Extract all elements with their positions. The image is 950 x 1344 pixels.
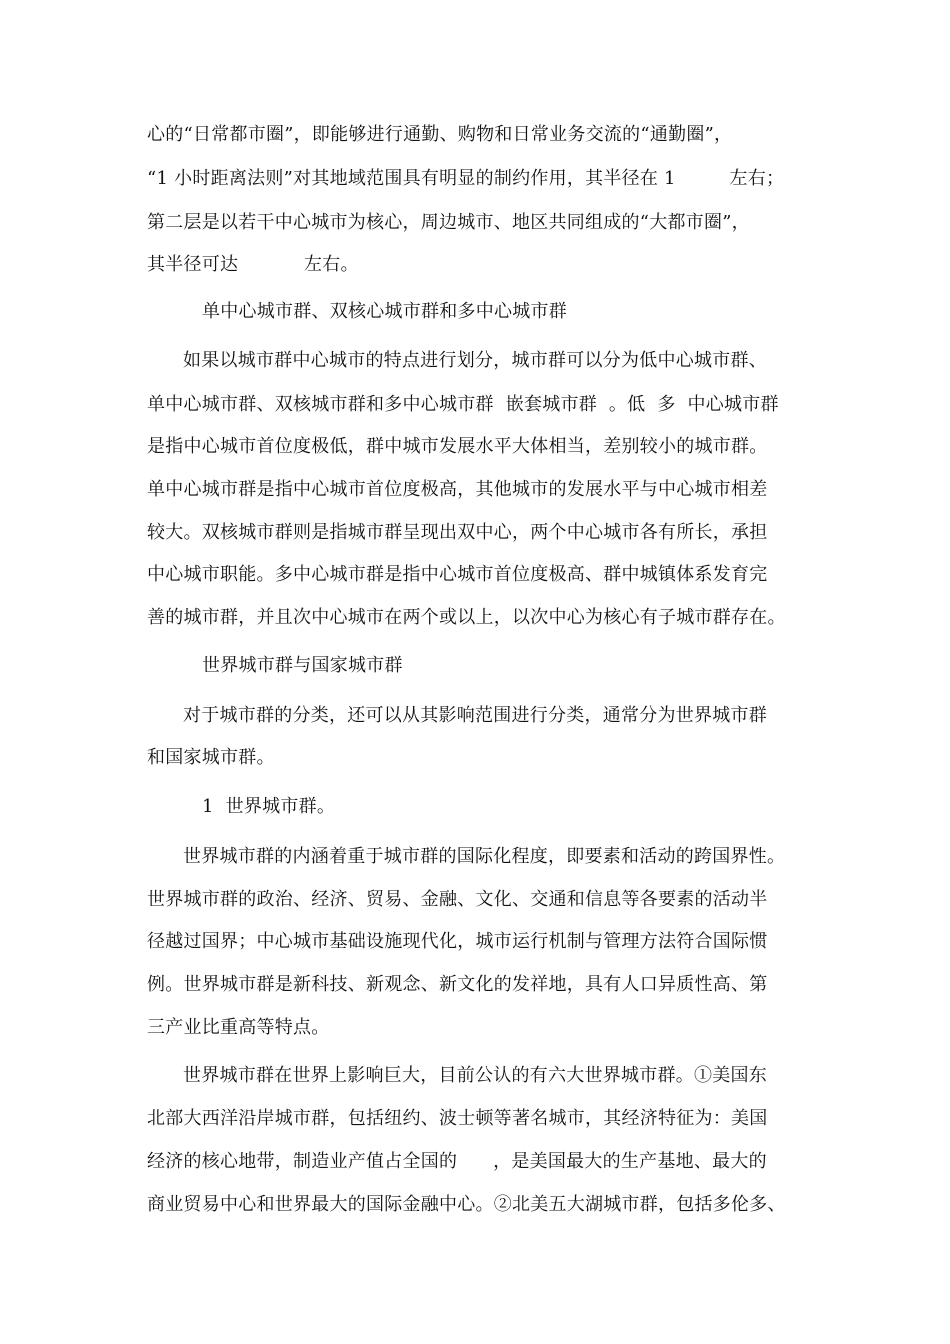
text-line: 经济的核心地带，制造业产值占全国的 ，是美国最大的生产基地、最大的 xyxy=(147,1151,767,1172)
text-line: 北部大西洋沿岸城市群，包括纽约、波士顿等著名城市，其经济特征为：美国 xyxy=(147,1108,768,1129)
text-line: “1 小时距离法则”对其地域范围具有明显的制约作用，其半径在 1 左右； xyxy=(147,168,785,189)
text-line: 径越过国界；中心城市基础设施现代化，城市运行机制与管理方法符合国际惯 xyxy=(147,931,768,952)
paragraph-first-line: 世界城市群的内涵着重于城市群的国际化程度，即要素和活动的跨国界性。 xyxy=(183,846,786,867)
text-line: 商业贸易中心和世界最大的国际金融中心。②北美五大湖城市群，包括多伦多、 xyxy=(147,1194,786,1215)
text-line: 例。世界城市群是新科技、新观念、新文化的发祥地，具有人口异质性高、第 xyxy=(147,974,768,995)
text-line: 较大。双核城市群则是指城市群呈现出双中心，两个中心城市各有所长，承担 xyxy=(147,522,768,543)
subsection-heading: 1 世界城市群。 xyxy=(202,796,336,817)
text-line: 是指中心城市首位度极低，群中城市发展水平大体相当，差别较小的城市群。 xyxy=(147,436,768,457)
text-line: 三产业比重高等特点。 xyxy=(147,1017,330,1038)
text-line: 心的“日常都市圈”，即能够进行通勤、购物和日常业务交流的“通勤圈”， xyxy=(147,124,733,145)
text-line: 第二层是以若干中心城市为核心，周边城市、地区共同组成的“大都市圈”， xyxy=(147,212,750,233)
text-line: 中心城市职能。多中心城市群是指中心城市首位度极高、群中城镇体系发育完 xyxy=(147,564,768,585)
text-line: 世界城市群的政治、经济、贸易、金融、文化、交通和信息等各要素的活动半 xyxy=(147,889,768,910)
paragraph-first-line: 对于城市群的分类，还可以从其影响范围进行分类，通常分为世界城市群 xyxy=(183,705,767,726)
section-heading: 世界城市群与国家城市群 xyxy=(202,655,403,676)
section-heading: 单中心城市群、双核心城市群和多中心城市群 xyxy=(202,301,567,322)
paragraph-first-line: 世界城市群在世界上影响巨大，目前公认的有六大世界城市群。①美国东 xyxy=(183,1065,767,1086)
paragraph-first-line: 如果以城市群中心城市的特点进行划分，城市群可以分为低中心城市群、 xyxy=(183,350,767,371)
text-line: 单中心城市群是指中心城市首位度极高，其他城市的发展水平与中心城市相差 xyxy=(147,479,768,500)
text-line: 其半径可达 左右。 xyxy=(147,254,359,275)
text-line: 和国家城市群。 xyxy=(147,747,275,768)
text-line: 善的城市群，并且次中心城市在两个或以上，以次中心为核心有子城市群存在。 xyxy=(147,607,786,628)
text-line: 单中心城市群、双核城市群和多中心城市群 嵌套城市群 。低 多 中心城市群 xyxy=(147,394,779,415)
